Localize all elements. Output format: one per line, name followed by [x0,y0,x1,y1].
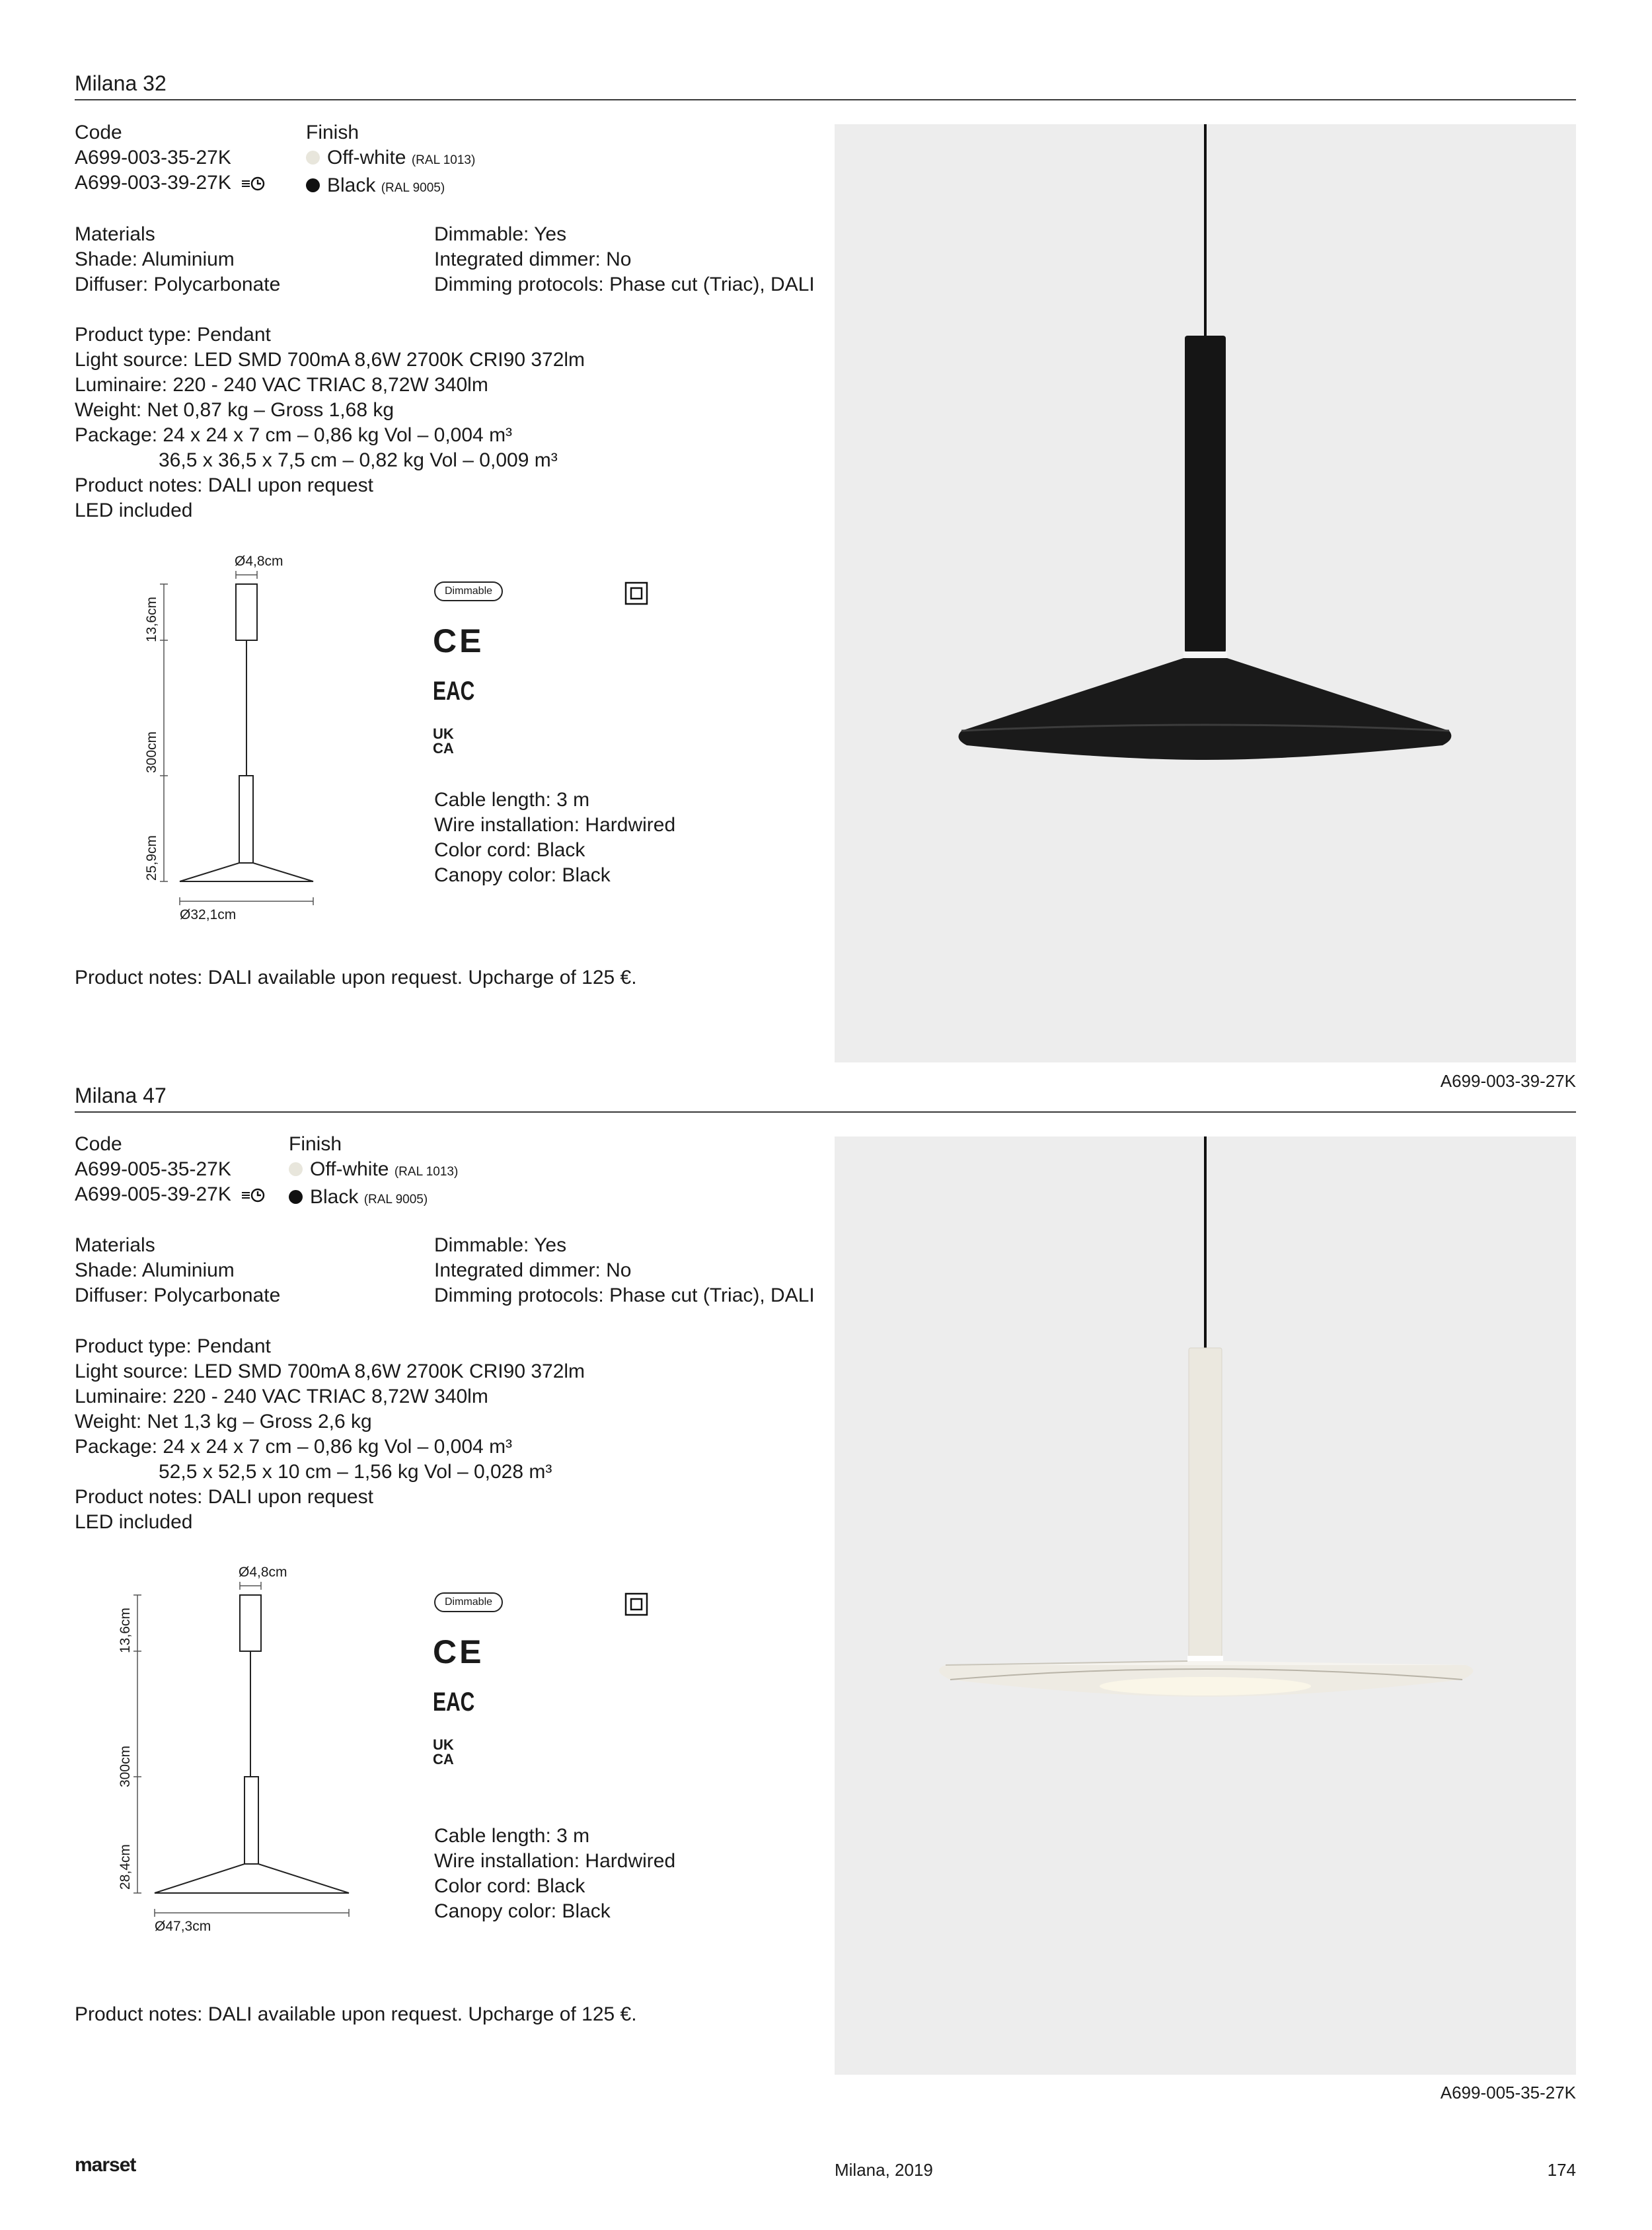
dim-bottom-label: Ø47,3cm [155,1919,211,1934]
materials-block [75,1233,280,1308]
cable-line: Canopy color: Black [434,1900,611,1922]
cable-line: Color cord: Black [434,839,585,861]
ce-mark-icon: CE [433,1633,484,1670]
cable-line: Canopy color: Black [434,864,611,886]
finish-name: Off-white [327,147,406,168]
dimming-line: Dimming protocols: Phase cut (Triac), DALI [434,274,815,295]
finish-item [289,1157,458,1185]
finish-name: Off-white [310,1158,389,1180]
dimming-line: Dimmable: Yes [434,1234,567,1256]
cable-line: Wire installation: Hardwired [434,814,676,836]
materials-line: Shade: Aluminium [75,1259,235,1281]
code-text: A699-003-39-27K [75,172,231,194]
materials-block [75,222,280,297]
ukca-top: UK [433,725,454,742]
brand-logo: marset [75,2154,136,2176]
code-label: Code [75,122,122,143]
dim-h1-label: 13,6cm [144,597,159,642]
materials-line: Diffuser: Polycarbonate [75,274,281,295]
finish-item [306,145,475,173]
cable-line: Cable length: 3 m [434,789,590,811]
photo-caption: A699-003-39-27K [1440,1071,1576,1091]
spec-line: Light source: LED SMD 700mA 8,6W 2700K CRI90 372lm [75,349,585,371]
dimming-line: Dimming protocols: Phase cut (Triac), DALI [434,1284,815,1306]
product-note: Product notes: DALI available upon request. Upcharge of 125 €. [75,2003,637,2025]
photo-caption: A699-005-35-27K [1440,2083,1576,2102]
finish-column [289,1132,458,1212]
dimmable-clock-icon [241,1185,267,1210]
code-item: A699-005-35-27K [75,1158,231,1180]
dimming-line: Dimmable: Yes [434,223,567,245]
spec-line: 52,5 x 52,5 x 10 cm – 1,56 kg Vol – 0,028 m³ [159,1461,552,1483]
code-item [75,170,267,198]
class-ii-icon [624,1592,648,1619]
dimmable-clock-icon [241,173,267,198]
code-item [75,1182,267,1210]
ukca-top: UK [433,1736,454,1753]
offwhite-swatch-icon [289,1162,303,1176]
spec-line: Light source: LED SMD 700mA 8,6W 2700K CRI90 372lm [75,1360,585,1382]
black-pendant-image [835,124,1576,1062]
dimension-drawing [106,1559,370,1943]
dim-h1-label: 13,6cm [118,1608,133,1653]
ukca-bottom: CA [433,1751,454,1767]
materials-line: Shade: Aluminium [75,248,235,270]
offwhite-pendant-image [835,1136,1576,2075]
dim-h2-label: 300cm [118,1745,133,1787]
cable-line: Wire installation: Hardwired [434,1850,676,1872]
spec-line: Luminaire: 220 - 240 VAC TRIAC 8,72W 340lm [75,374,488,396]
code-text: A699-005-39-27K [75,1183,231,1205]
section-divider [75,1111,1576,1113]
eac-mark-icon: EAC [433,1688,475,1717]
ukca-bottom: CA [433,740,454,757]
spec-line: Product type: Pendant [75,1335,271,1357]
dimension-drawing [132,548,344,932]
dim-h3-label: 25,9cm [144,835,159,881]
dimmable-badge: Dimmable [434,1592,503,1612]
finish-column [306,120,475,201]
page-number: 174 [1547,2160,1576,2180]
section-title: Milana 32 [75,71,167,95]
code-column [75,1132,267,1210]
specs-block [75,322,585,523]
spec-line: Package: 24 x 24 x 7 cm – 0,86 kg Vol – 0,004 m³ [75,424,513,446]
technical-drawing [106,1559,370,1943]
code-column [75,120,267,198]
spec-line: Package: 24 x 24 x 7 cm – 0,86 kg Vol – 0,004 m³ [75,1436,513,1458]
code-item: A699-003-35-27K [75,147,231,168]
ce-mark-icon: CE [433,622,484,659]
spec-line: Product notes: DALI upon request [75,1486,373,1508]
offwhite-swatch-icon [306,151,320,165]
black-swatch-icon [306,178,320,192]
dim-h3-label: 28,4cm [118,1844,133,1890]
finish-name: Black [310,1186,359,1208]
finish-label: Finish [306,122,359,143]
code-label: Code [75,1133,122,1155]
eac-mark-icon: EAC [433,677,475,706]
spec-line: LED included [75,500,193,521]
spec-line: Weight: Net 0,87 kg – Gross 1,68 kg [75,399,394,421]
finish-ral: (RAL 1013) [394,1165,459,1179]
dimming-line: Integrated dimmer: No [434,248,632,270]
black-swatch-icon [289,1190,303,1204]
ukca-mark-icon [433,727,454,756]
dim-h2-label: 300cm [144,731,159,773]
cable-line: Cable length: 3 m [434,1825,590,1847]
dim-top-label: Ø4,8cm [235,554,283,569]
dimmable-badge: Dimmable [434,581,503,601]
product-photo [835,124,1576,1062]
dimming-line: Integrated dimmer: No [434,1259,632,1281]
finish-item [289,1185,458,1212]
finish-ral: (RAL 9005) [363,1193,428,1207]
spec-line: Product notes: DALI upon request [75,474,373,496]
dimming-block [434,222,815,297]
specs-block [75,1334,585,1535]
spec-line: Weight: Net 1,3 kg – Gross 2,6 kg [75,1411,372,1432]
spec-line: LED included [75,1511,193,1533]
product-note: Product notes: DALI available upon request. Upcharge of 125 €. [75,967,637,988]
technical-drawing [132,548,344,932]
cable-block [434,1824,675,1924]
product-photo [835,1136,1576,2075]
section-divider [75,99,1576,100]
cable-block [434,788,675,888]
footer-collection: Milana, 2019 [835,2160,933,2180]
spec-line: Luminaire: 220 - 240 VAC TRIAC 8,72W 340lm [75,1386,488,1407]
dim-top-label: Ø4,8cm [239,1565,287,1580]
finish-label: Finish [289,1133,342,1155]
class-ii-icon [624,581,648,609]
finish-item [306,173,475,201]
dimming-block [434,1233,815,1308]
materials-line: Materials [75,223,155,245]
finish-ral: (RAL 1013) [411,153,476,167]
finish-name: Black [327,174,376,196]
spec-line: Product type: Pendant [75,324,271,346]
cable-line: Color cord: Black [434,1875,585,1897]
dim-bottom-label: Ø32,1cm [180,907,237,922]
ukca-mark-icon [433,1738,454,1767]
spec-line: 36,5 x 36,5 x 7,5 cm – 0,82 kg Vol – 0,009 m³ [159,449,558,471]
materials-line: Diffuser: Polycarbonate [75,1284,281,1306]
finish-ral: (RAL 9005) [381,181,445,195]
section-title: Milana 47 [75,1084,167,1107]
materials-line: Materials [75,1234,155,1256]
